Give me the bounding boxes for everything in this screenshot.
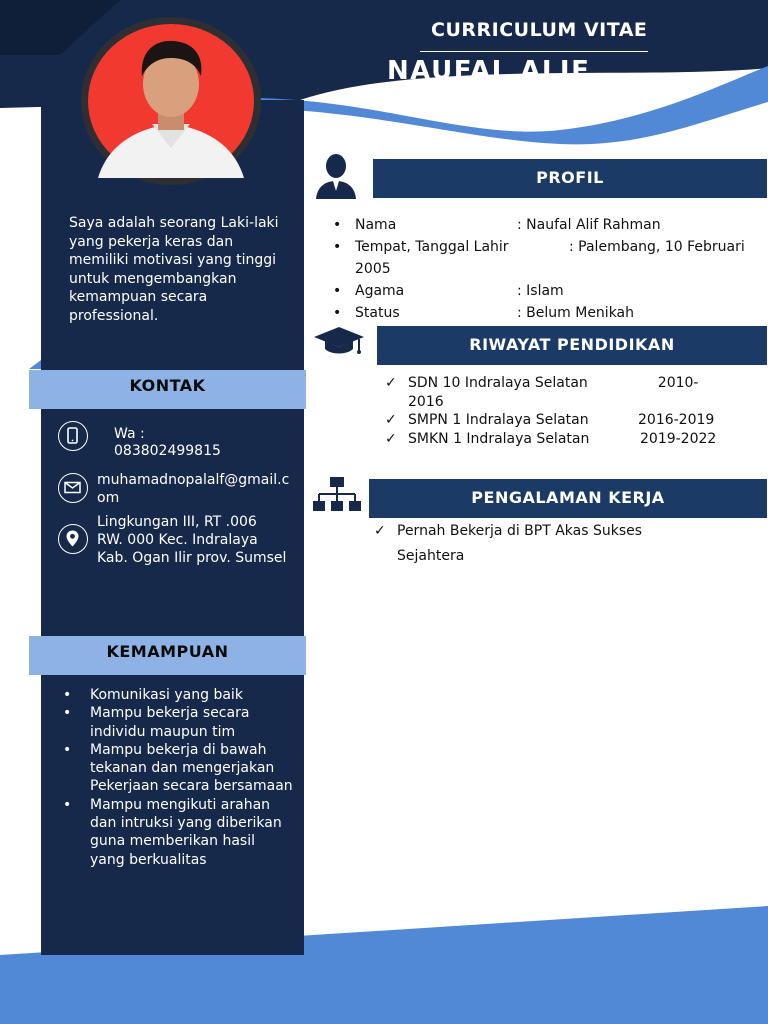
profil-heading: PROFIL bbox=[373, 159, 767, 198]
contact-address-value: Lingkungan III, RT .006 RW. 000 Kec. Indralaya Kab. Ogan Ilir prov. Sumsel bbox=[97, 514, 287, 566]
skills-list bbox=[63, 686, 293, 869]
list-item bbox=[333, 214, 753, 236]
list-item bbox=[333, 302, 753, 324]
list-item bbox=[385, 374, 730, 411]
profil-value: : Palembang, 10 Februari 2005 bbox=[355, 239, 745, 277]
title-underline bbox=[420, 51, 648, 52]
list-item: • Mampu bekerja secara individu maupun tim bbox=[63, 704, 293, 741]
avatar bbox=[88, 24, 254, 178]
education-list bbox=[385, 374, 730, 448]
profil-label: Status bbox=[355, 305, 400, 321]
list-item: • Mampu bekerja di bawah tekanan dan mengerjakan Pekerjaan secara bersamaan bbox=[63, 741, 293, 796]
profil-value: : Islam bbox=[517, 283, 564, 299]
email-icon bbox=[58, 473, 88, 503]
school-name: SDN 10 Indralaya Selatan bbox=[408, 375, 588, 391]
school-name: SMPN 1 Indralaya Selatan bbox=[408, 412, 589, 428]
contact-phone-label: Wa : bbox=[114, 426, 145, 442]
school-years: 2019-2022 bbox=[640, 430, 717, 447]
list-item bbox=[385, 411, 730, 430]
list-item: • Komunikasi yang baik bbox=[63, 686, 293, 704]
skills-heading: KEMAMPUAN bbox=[29, 636, 306, 675]
cv-title: CURRICULUM VITAE bbox=[431, 19, 648, 41]
graduation-cap-icon bbox=[313, 325, 365, 361]
list-item: • Mampu mengikuti arahan dan intruksi yang diberikan guna memberikan hasil yang berkualitas bbox=[63, 796, 293, 869]
candidate-name: NAUFAL ALIF RAHMAN bbox=[387, 56, 591, 119]
profil-value: : Belum Menikah bbox=[517, 305, 635, 321]
education-heading: RIWAYAT PENDIDIKAN bbox=[377, 326, 767, 365]
about-text: Saya adalah seorang Laki-laki yang pekerja keras dan memiliki motivasi yang tinggi untuk mengembangkan kemampuan secara professional. bbox=[69, 215, 279, 324]
contact-heading: KONTAK bbox=[29, 370, 306, 409]
profil-value: : Naufal Alif Rahman bbox=[517, 217, 661, 233]
list-item bbox=[333, 236, 753, 280]
experience-list bbox=[374, 519, 674, 569]
profil-list bbox=[333, 214, 753, 324]
profil-label: Nama bbox=[355, 217, 397, 233]
school-name: SMKN 1 Indralaya Selatan bbox=[408, 430, 590, 447]
phone-icon bbox=[58, 421, 88, 451]
experience-heading: PENGALAMAN KERJA bbox=[369, 479, 767, 518]
list-item bbox=[333, 280, 753, 302]
location-pin-icon bbox=[58, 524, 88, 554]
list-item bbox=[385, 430, 730, 449]
org-chart-icon bbox=[313, 477, 361, 517]
person-icon bbox=[313, 153, 359, 205]
school-years: 2010-2016 bbox=[408, 375, 699, 410]
profil-label: Tempat, Tanggal Lahir bbox=[355, 239, 509, 255]
contact-email-value[interactable]: muhamadnopalalf@gmail.com bbox=[97, 472, 290, 506]
list-item: ✓ Pernah Bekerja di BPT Akas Sukses Sejahtera bbox=[374, 519, 674, 569]
profil-label: Agama bbox=[355, 283, 405, 299]
contact-phone-value[interactable]: 083802499815 bbox=[114, 443, 221, 459]
school-years: 2016-2019 bbox=[638, 412, 715, 428]
